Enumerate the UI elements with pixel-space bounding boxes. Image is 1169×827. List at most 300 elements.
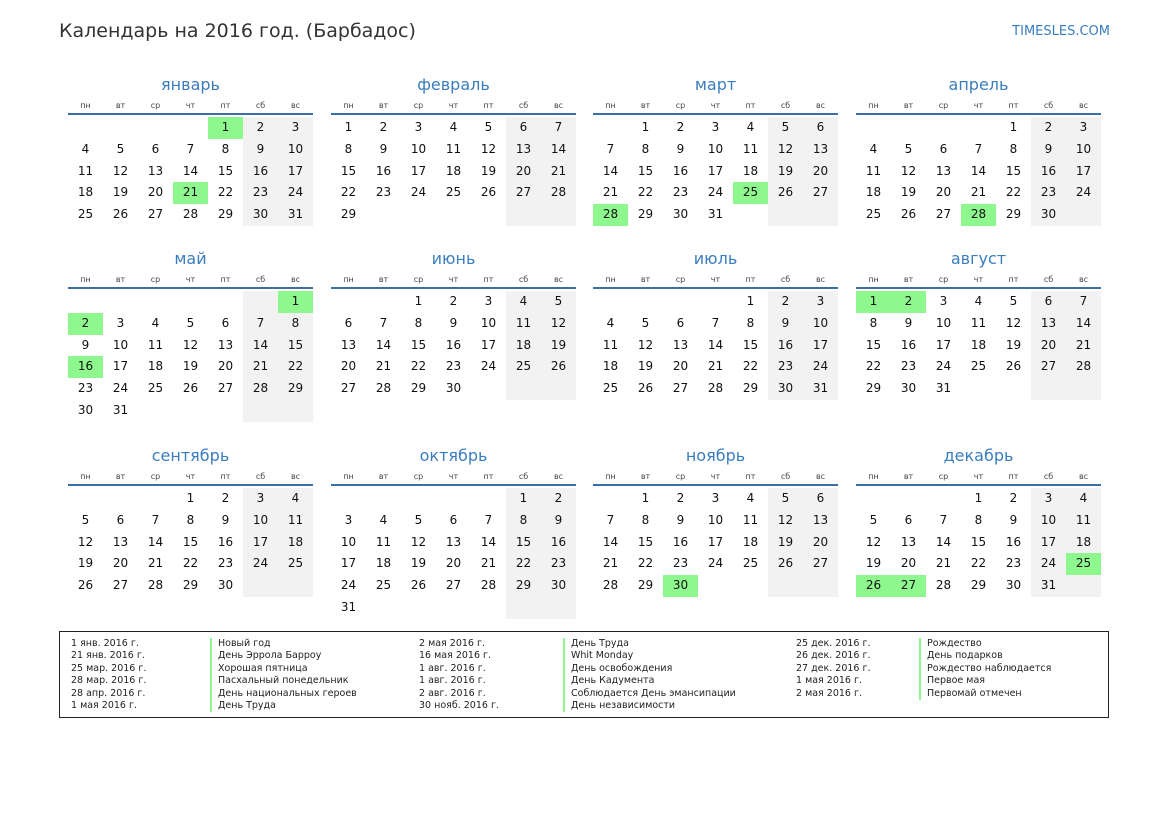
day-cell[interactable]: 16 — [445, 337, 462, 352]
day-cell[interactable]: 29 — [1005, 207, 1022, 222]
day-cell[interactable]: 5 — [186, 315, 195, 330]
day-cell[interactable]: 30 — [541, 575, 576, 597]
day-cell[interactable]: 27 — [803, 553, 838, 575]
day-cell[interactable]: 19 — [541, 335, 576, 357]
day-cell[interactable]: 2 — [379, 120, 388, 134]
day-cell[interactable]: 16 — [243, 161, 278, 183]
day-cell[interactable]: 24 — [340, 578, 357, 593]
day-cell[interactable]: 25 — [602, 381, 619, 396]
day-cell[interactable]: 21 — [1066, 335, 1101, 357]
day-cell[interactable]: 21 — [707, 359, 724, 374]
day-cell[interactable]: 30 — [77, 402, 94, 417]
day-cell[interactable]: 8 — [278, 313, 313, 335]
day-cell[interactable]: 13 — [506, 139, 541, 161]
day-cell[interactable]: 14 — [935, 534, 952, 549]
day-cell[interactable]: 25 — [742, 556, 759, 571]
day-cell[interactable]: 29 — [340, 207, 357, 222]
day-cell[interactable]: 3 — [278, 117, 313, 139]
day-cell[interactable]: 1 — [506, 488, 541, 510]
day-cell[interactable]: 16 — [1005, 534, 1022, 549]
day-cell[interactable]: 26 — [900, 207, 917, 222]
day-cell[interactable]: 17 — [803, 335, 838, 357]
day-cell[interactable]: 4 — [746, 120, 755, 134]
day-cell[interactable]: 15 — [742, 337, 759, 352]
day-cell[interactable]: 7 — [711, 315, 720, 330]
day-cell[interactable]: 31 — [935, 381, 952, 396]
day-cell[interactable]: 28 — [375, 381, 392, 396]
day-cell[interactable]: 29 — [637, 578, 654, 593]
day-cell[interactable]: 14 — [541, 139, 576, 161]
day-cell[interactable]: 15 — [1005, 163, 1022, 178]
day-cell[interactable]: 1 — [414, 294, 423, 308]
day-cell[interactable]: 26 — [541, 356, 576, 378]
day-cell[interactable]: 20 — [803, 161, 838, 183]
day-cell[interactable]: 22 — [217, 185, 234, 200]
day-cell[interactable]: 14 — [707, 337, 724, 352]
day-cell[interactable]: 17 — [707, 163, 724, 178]
day-cell[interactable]: 14 — [602, 534, 619, 549]
day-cell[interactable]: 25 — [77, 207, 94, 222]
day-cell[interactable]: 17 — [480, 337, 497, 352]
day-cell[interactable]: 22 — [340, 185, 357, 200]
day-cell[interactable]: 10 — [707, 512, 724, 527]
day-cell[interactable]: 30 — [1005, 578, 1022, 593]
day-cell[interactable]: 14 — [480, 534, 497, 549]
day-cell[interactable]: 13 — [803, 139, 838, 161]
day-cell[interactable]: 2 — [1009, 491, 1018, 505]
day-cell[interactable]: 15 — [410, 337, 427, 352]
day-cell[interactable]: 3 — [484, 294, 493, 308]
day-cell[interactable]: 6 — [151, 141, 160, 156]
day-cell[interactable]: 23 — [768, 356, 803, 378]
day-cell[interactable]: 29 — [970, 578, 987, 593]
day-cell[interactable]: 2 — [541, 488, 576, 510]
day-cell[interactable]: 16 — [768, 335, 803, 357]
day-cell[interactable]: 25 — [278, 553, 313, 575]
day-cell[interactable]: 31 — [803, 378, 838, 400]
day-cell[interactable]: 8 — [869, 315, 878, 330]
day-cell[interactable]: 4 — [974, 294, 983, 308]
day-cell[interactable]: 9 — [221, 512, 230, 527]
day-cell[interactable]: 27 — [1031, 356, 1066, 378]
day-cell[interactable]: 24 — [278, 182, 313, 204]
day-cell[interactable]: 26 — [856, 575, 891, 597]
day-cell[interactable]: 15 — [340, 163, 357, 178]
day-cell[interactable]: 26 — [768, 553, 803, 575]
day-cell[interactable]: 12 — [1005, 315, 1022, 330]
day-cell[interactable]: 29 — [182, 578, 199, 593]
day-cell[interactable]: 14 — [970, 163, 987, 178]
day-cell[interactable]: 4 — [1066, 488, 1101, 510]
day-cell[interactable]: 12 — [182, 337, 199, 352]
day-cell[interactable]: 12 — [410, 534, 427, 549]
day-cell[interactable]: 28 — [243, 378, 278, 400]
day-cell[interactable]: 7 — [606, 141, 615, 156]
day-cell[interactable]: 20 — [445, 556, 462, 571]
day-cell[interactable]: 21 — [173, 182, 208, 204]
day-cell[interactable]: 9 — [449, 315, 458, 330]
day-cell[interactable]: 6 — [803, 488, 838, 510]
day-cell[interactable]: 10 — [803, 313, 838, 335]
day-cell[interactable]: 23 — [243, 182, 278, 204]
day-cell[interactable]: 12 — [541, 313, 576, 335]
day-cell[interactable]: 18 — [970, 337, 987, 352]
day-cell[interactable]: 3 — [711, 491, 720, 505]
day-cell[interactable]: 1 — [186, 491, 195, 505]
day-cell[interactable]: 24 — [1031, 553, 1066, 575]
day-cell[interactable]: 19 — [480, 163, 497, 178]
day-cell[interactable]: 19 — [865, 556, 882, 571]
day-cell[interactable]: 14 — [375, 337, 392, 352]
day-cell[interactable]: 11 — [147, 337, 164, 352]
day-cell[interactable]: 27 — [340, 381, 357, 396]
day-cell[interactable]: 18 — [375, 556, 392, 571]
day-cell[interactable]: 7 — [939, 512, 948, 527]
day-cell[interactable]: 2 — [676, 120, 685, 134]
day-cell[interactable]: 23 — [541, 553, 576, 575]
day-cell[interactable]: 19 — [77, 556, 94, 571]
day-cell[interactable]: 6 — [221, 315, 230, 330]
day-cell[interactable]: 25 — [147, 381, 164, 396]
day-cell[interactable]: 21 — [935, 556, 952, 571]
day-cell[interactable]: 22 — [742, 359, 759, 374]
day-cell[interactable]: 17 — [707, 534, 724, 549]
day-cell[interactable]: 11 — [742, 512, 759, 527]
day-cell[interactable]: 31 — [707, 207, 724, 222]
day-cell[interactable]: 5 — [768, 117, 803, 139]
day-cell[interactable]: 4 — [379, 512, 388, 527]
day-cell[interactable]: 1 — [856, 291, 891, 313]
day-cell[interactable]: 11 — [375, 534, 392, 549]
day-cell[interactable]: 10 — [340, 534, 357, 549]
day-cell[interactable]: 11 — [865, 163, 882, 178]
day-cell[interactable]: 29 — [865, 381, 882, 396]
day-cell[interactable]: 9 — [379, 141, 388, 156]
day-cell[interactable]: 21 — [480, 556, 497, 571]
day-cell[interactable]: 18 — [1066, 532, 1101, 554]
day-cell[interactable]: 19 — [900, 185, 917, 200]
day-cell[interactable]: 14 — [602, 163, 619, 178]
day-cell[interactable]: 11 — [77, 163, 94, 178]
day-cell[interactable]: 4 — [449, 120, 458, 134]
day-cell[interactable]: 9 — [904, 315, 913, 330]
day-cell[interactable]: 29 — [410, 381, 427, 396]
day-cell[interactable]: 22 — [637, 556, 654, 571]
day-cell[interactable]: 24 — [707, 556, 724, 571]
day-cell[interactable]: 15 — [637, 534, 654, 549]
day-cell[interactable]: 13 — [935, 163, 952, 178]
day-cell[interactable]: 13 — [112, 534, 129, 549]
day-cell[interactable]: 27 — [891, 575, 926, 597]
day-cell[interactable]: 25 — [733, 182, 768, 204]
day-cell[interactable]: 3 — [803, 291, 838, 313]
day-cell[interactable]: 18 — [77, 185, 94, 200]
day-cell[interactable]: 15 — [278, 335, 313, 357]
day-cell[interactable]: 3 — [116, 315, 125, 330]
day-cell[interactable]: 28 — [593, 204, 628, 226]
day-cell[interactable]: 8 — [186, 512, 195, 527]
day-cell[interactable]: 13 — [217, 337, 234, 352]
day-cell[interactable]: 7 — [606, 512, 615, 527]
day-cell[interactable]: 13 — [147, 163, 164, 178]
day-cell[interactable]: 6 — [449, 512, 458, 527]
day-cell[interactable]: 9 — [1009, 512, 1018, 527]
day-cell[interactable]: 9 — [1031, 139, 1066, 161]
day-cell[interactable]: 28 — [602, 578, 619, 593]
day-cell[interactable]: 22 — [506, 553, 541, 575]
day-cell[interactable]: 7 — [186, 141, 195, 156]
day-cell[interactable]: 24 — [112, 381, 129, 396]
day-cell[interactable]: 12 — [768, 139, 803, 161]
day-cell[interactable]: 4 — [278, 488, 313, 510]
day-cell[interactable]: 26 — [182, 381, 199, 396]
day-cell[interactable]: 18 — [147, 359, 164, 374]
day-cell[interactable]: 7 — [151, 512, 160, 527]
day-cell[interactable]: 15 — [865, 337, 882, 352]
day-cell[interactable]: 3 — [1031, 488, 1066, 510]
day-cell[interactable]: 31 — [340, 599, 357, 614]
day-cell[interactable]: 7 — [1066, 291, 1101, 313]
day-cell[interactable]: 5 — [904, 141, 913, 156]
day-cell[interactable]: 6 — [904, 512, 913, 527]
day-cell[interactable]: 11 — [445, 141, 462, 156]
day-cell[interactable]: 30 — [243, 204, 278, 226]
day-cell[interactable]: 11 — [1066, 510, 1101, 532]
day-cell[interactable]: 23 — [217, 556, 234, 571]
day-cell[interactable]: 5 — [81, 512, 90, 527]
day-cell[interactable]: 19 — [182, 359, 199, 374]
day-cell[interactable]: 15 — [970, 534, 987, 549]
day-cell[interactable]: 5 — [768, 488, 803, 510]
day-cell[interactable]: 4 — [151, 315, 160, 330]
day-cell[interactable]: 10 — [935, 315, 952, 330]
day-cell[interactable]: 2 — [768, 291, 803, 313]
day-cell[interactable]: 7 — [484, 512, 493, 527]
day-cell[interactable]: 9 — [676, 512, 685, 527]
day-cell[interactable]: 29 — [742, 381, 759, 396]
day-cell[interactable]: 8 — [344, 141, 353, 156]
day-cell[interactable]: 22 — [410, 359, 427, 374]
day-cell[interactable]: 2 — [449, 294, 458, 308]
day-cell[interactable]: 4 — [506, 291, 541, 313]
day-cell[interactable]: 21 — [970, 185, 987, 200]
day-cell[interactable]: 28 — [147, 578, 164, 593]
day-cell[interactable]: 13 — [803, 510, 838, 532]
day-cell[interactable]: 17 — [935, 337, 952, 352]
day-cell[interactable]: 1 — [208, 117, 243, 139]
day-cell[interactable]: 21 — [602, 185, 619, 200]
day-cell[interactable]: 28 — [480, 578, 497, 593]
day-cell[interactable]: 30 — [663, 575, 698, 597]
day-cell[interactable]: 20 — [672, 359, 689, 374]
day-cell[interactable]: 21 — [602, 556, 619, 571]
day-cell[interactable]: 13 — [340, 337, 357, 352]
day-cell[interactable]: 23 — [375, 185, 392, 200]
day-cell[interactable]: 27 — [217, 381, 234, 396]
day-cell[interactable]: 27 — [147, 207, 164, 222]
day-cell[interactable]: 3 — [711, 120, 720, 134]
day-cell[interactable]: 4 — [606, 315, 615, 330]
day-cell[interactable]: 7 — [379, 315, 388, 330]
day-cell[interactable]: 2 — [221, 491, 230, 505]
day-cell[interactable]: 26 — [1005, 359, 1022, 374]
day-cell[interactable]: 12 — [865, 534, 882, 549]
day-cell[interactable]: 3 — [1066, 117, 1101, 139]
day-cell[interactable]: 14 — [243, 335, 278, 357]
day-cell[interactable]: 19 — [768, 161, 803, 183]
day-cell[interactable]: 7 — [974, 141, 983, 156]
day-cell[interactable]: 26 — [480, 185, 497, 200]
day-cell[interactable]: 30 — [217, 578, 234, 593]
day-cell[interactable]: 27 — [506, 182, 541, 204]
day-cell[interactable]: 10 — [243, 510, 278, 532]
day-cell[interactable]: 8 — [746, 315, 755, 330]
day-cell[interactable]: 17 — [243, 532, 278, 554]
day-cell[interactable]: 21 — [243, 356, 278, 378]
day-cell[interactable]: 24 — [707, 185, 724, 200]
day-cell[interactable]: 24 — [935, 359, 952, 374]
day-cell[interactable]: 16 — [541, 532, 576, 554]
day-cell[interactable]: 23 — [445, 359, 462, 374]
day-cell[interactable]: 19 — [410, 556, 427, 571]
day-cell[interactable]: 28 — [541, 182, 576, 204]
day-cell[interactable]: 22 — [970, 556, 987, 571]
day-cell[interactable]: 1 — [278, 291, 313, 313]
day-cell[interactable]: 6 — [676, 315, 685, 330]
day-cell[interactable]: 18 — [278, 532, 313, 554]
day-cell[interactable]: 16 — [217, 534, 234, 549]
day-cell[interactable]: 24 — [803, 356, 838, 378]
day-cell[interactable]: 24 — [1066, 182, 1101, 204]
day-cell[interactable]: 26 — [410, 578, 427, 593]
day-cell[interactable]: 20 — [147, 185, 164, 200]
day-cell[interactable]: 19 — [768, 532, 803, 554]
day-cell[interactable]: 15 — [506, 532, 541, 554]
day-cell[interactable]: 18 — [742, 534, 759, 549]
day-cell[interactable]: 11 — [278, 510, 313, 532]
day-cell[interactable]: 10 — [1031, 510, 1066, 532]
day-cell[interactable]: 18 — [506, 335, 541, 357]
day-cell[interactable]: 10 — [112, 337, 129, 352]
day-cell[interactable]: 15 — [217, 163, 234, 178]
day-cell[interactable]: 28 — [961, 204, 996, 226]
day-cell[interactable]: 23 — [77, 381, 94, 396]
day-cell[interactable]: 28 — [182, 207, 199, 222]
day-cell[interactable]: 6 — [803, 117, 838, 139]
day-cell[interactable]: 1 — [641, 491, 650, 505]
day-cell[interactable]: 19 — [1005, 337, 1022, 352]
day-cell[interactable]: 22 — [637, 185, 654, 200]
day-cell[interactable]: 16 — [375, 163, 392, 178]
day-cell[interactable]: 16 — [68, 356, 103, 378]
day-cell[interactable]: 8 — [641, 512, 650, 527]
day-cell[interactable]: 11 — [506, 313, 541, 335]
day-cell[interactable]: 11 — [970, 315, 987, 330]
day-cell[interactable]: 12 — [768, 510, 803, 532]
day-cell[interactable]: 21 — [147, 556, 164, 571]
day-cell[interactable]: 14 — [182, 163, 199, 178]
day-cell[interactable]: 15 — [182, 534, 199, 549]
day-cell[interactable]: 25 — [1066, 553, 1101, 575]
day-cell[interactable]: 10 — [410, 141, 427, 156]
day-cell[interactable]: 26 — [637, 381, 654, 396]
day-cell[interactable]: 17 — [1031, 532, 1066, 554]
day-cell[interactable]: 22 — [278, 356, 313, 378]
day-cell[interactable]: 25 — [445, 185, 462, 200]
day-cell[interactable]: 8 — [974, 512, 983, 527]
day-cell[interactable]: 30 — [900, 381, 917, 396]
day-cell[interactable]: 18 — [742, 163, 759, 178]
day-cell[interactable]: 31 — [1031, 575, 1066, 597]
day-cell[interactable]: 30 — [768, 378, 803, 400]
day-cell[interactable]: 4 — [746, 491, 755, 505]
day-cell[interactable]: 22 — [1005, 185, 1022, 200]
day-cell[interactable]: 9 — [768, 313, 803, 335]
day-cell[interactable]: 22 — [182, 556, 199, 571]
day-cell[interactable]: 10 — [1066, 139, 1101, 161]
day-cell[interactable]: 15 — [637, 163, 654, 178]
day-cell[interactable]: 31 — [112, 402, 129, 417]
day-cell[interactable]: 20 — [506, 161, 541, 183]
day-cell[interactable]: 31 — [278, 204, 313, 226]
day-cell[interactable]: 1 — [974, 491, 983, 505]
day-cell[interactable]: 30 — [445, 381, 462, 396]
day-cell[interactable]: 6 — [939, 141, 948, 156]
day-cell[interactable]: 29 — [637, 207, 654, 222]
day-cell[interactable]: 4 — [869, 141, 878, 156]
day-cell[interactable]: 7 — [243, 313, 278, 335]
day-cell[interactable]: 18 — [602, 359, 619, 374]
day-cell[interactable]: 20 — [935, 185, 952, 200]
day-cell[interactable]: 23 — [900, 359, 917, 374]
day-cell[interactable]: 28 — [935, 578, 952, 593]
day-cell[interactable]: 25 — [865, 207, 882, 222]
day-cell[interactable]: 19 — [112, 185, 129, 200]
day-cell[interactable]: 2 — [1031, 117, 1066, 139]
day-cell[interactable]: 23 — [672, 556, 689, 571]
day-cell[interactable]: 22 — [865, 359, 882, 374]
day-cell[interactable]: 8 — [506, 510, 541, 532]
day-cell[interactable]: 6 — [344, 315, 353, 330]
day-cell[interactable]: 27 — [112, 578, 129, 593]
day-cell[interactable]: 1 — [746, 294, 755, 308]
day-cell[interactable]: 20 — [340, 359, 357, 374]
day-cell[interactable]: 24 — [243, 553, 278, 575]
day-cell[interactable]: 7 — [541, 117, 576, 139]
day-cell[interactable]: 17 — [1066, 161, 1101, 183]
day-cell[interactable]: 16 — [672, 163, 689, 178]
day-cell[interactable]: 9 — [676, 141, 685, 156]
day-cell[interactable]: 9 — [243, 139, 278, 161]
day-cell[interactable]: 2 — [891, 291, 926, 313]
day-cell[interactable]: 5 — [641, 315, 650, 330]
day-cell[interactable]: 8 — [414, 315, 423, 330]
day-cell[interactable]: 28 — [1066, 356, 1101, 378]
day-cell[interactable]: 13 — [672, 337, 689, 352]
site-link[interactable]: TIMESLES.COM — [1012, 24, 1110, 39]
day-cell[interactable]: 1 — [1009, 120, 1018, 134]
day-cell[interactable]: 30 — [672, 207, 689, 222]
day-cell[interactable]: 27 — [803, 182, 838, 204]
day-cell[interactable]: 23 — [672, 185, 689, 200]
day-cell[interactable]: 14 — [1066, 313, 1101, 335]
day-cell[interactable]: 2 — [68, 313, 103, 335]
day-cell[interactable]: 20 — [1031, 335, 1066, 357]
day-cell[interactable]: 16 — [672, 534, 689, 549]
day-cell[interactable]: 3 — [344, 512, 353, 527]
day-cell[interactable]: 12 — [480, 141, 497, 156]
day-cell[interactable]: 4 — [81, 141, 90, 156]
